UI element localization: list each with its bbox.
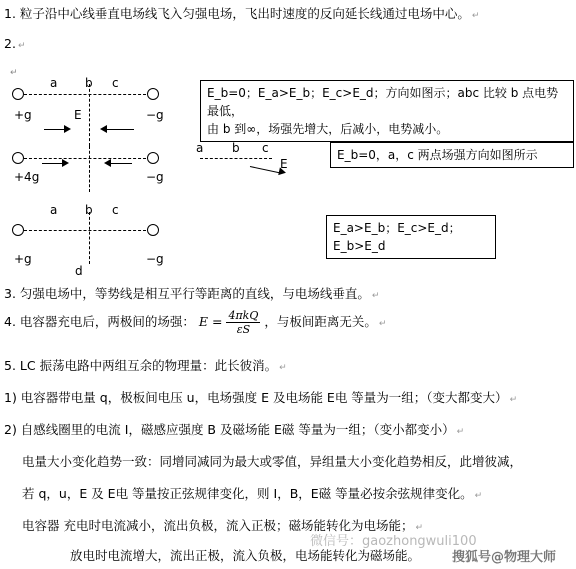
perpendicular-line (89, 212, 90, 264)
field-arrow-icon (250, 166, 280, 173)
center-line-right (200, 158, 272, 159)
watermark-wechat: 微信号：gaozhongwuli100 (310, 534, 477, 549)
point-d-label: d (75, 264, 83, 278)
point-c-label: c (112, 76, 119, 90)
positive-charge-icon (12, 152, 24, 164)
left-charge-label: +4g (14, 170, 40, 184)
point-a-label: a (50, 76, 58, 90)
arrowhead-right-icon (62, 159, 69, 167)
arrow-right-icon (44, 129, 66, 130)
row2-note-box: E_b=0，a，c 两点场强方向如图所示 (330, 142, 574, 168)
point-c-label: c (262, 141, 269, 155)
positive-charge-icon (12, 224, 24, 236)
item-4: 4. 电容器充电后，两极间的场强： E = $\frac{\text{4πkQ}}{\varepsilon S}$ ，与板间距离无关。 ↵ (4, 309, 387, 336)
point-a-label: a (50, 203, 58, 217)
perpendicular-line (89, 146, 90, 192)
point-c-label: c (112, 203, 119, 217)
center-line (24, 94, 146, 95)
left-charge-label: +g (14, 252, 32, 266)
right-charge-label: −g (146, 170, 164, 184)
point-b-label: b (85, 76, 93, 90)
return-mark: ↵ (474, 491, 483, 501)
return-mark: ↵ (10, 68, 18, 78)
field-e-label: E (74, 108, 82, 122)
item-1: 1. 粒子沿中心线垂直电场线飞入匀强电场，飞出时速度的反向延长线通过电场中心。 ↵ (4, 6, 480, 21)
right-charge-label: −g (146, 252, 164, 266)
field-e-label: E (280, 157, 288, 171)
field-formula: $\frac{\text{4πkQ}}{\varepsilon S}$ (228, 309, 259, 336)
return-mark: ↵ (509, 395, 518, 405)
paragraph-4: 放电时电流增大，流出正极，流入负极，电场能转化为磁场能。 (70, 548, 421, 563)
arrowhead-right-icon (64, 125, 71, 133)
return-mark: ↵ (279, 363, 287, 373)
negative-charge-icon (147, 88, 159, 100)
item-5: 5. LC 振荡电路中两组互余的物理量：此长彼消。 ↵ (4, 358, 287, 373)
return-mark: ↵ (415, 523, 424, 533)
center-line (24, 230, 146, 231)
arrow-right-icon (42, 163, 64, 164)
return-mark: ↵ (471, 11, 480, 21)
arrowhead-right-icon (278, 167, 287, 176)
arrow-left-icon (110, 163, 132, 164)
item-2: 2. ↵ (4, 36, 26, 51)
point-b-label: b (85, 203, 93, 217)
point-b-label: b (232, 141, 240, 155)
return-mark: ↵ (17, 41, 26, 51)
paragraph-3: 电容器 充电时电流减小，流出负极，流入正极；磁场能转化为电场能； ↵ (22, 518, 424, 533)
right-charge-label: −g (146, 108, 164, 122)
positive-charge-icon (12, 88, 24, 100)
paragraph-2: 若 q，u，E 及 E电 等量按正弦规律变化，则 I，B，E磁 等量必按余弦规律变化。 ↵ (22, 486, 483, 501)
left-charge-label: +g (14, 108, 32, 122)
row1-note-box: E_b=0；E_a>E_b；E_c>E_d；方向如图示；abc 比较 b 点电势最低， 由 b 到∞，场强先增大，后减小，电势减小。 (200, 80, 574, 142)
return-mark: ↵ (371, 291, 380, 301)
row3-note-box: E_a>E_b；E_c>E_d；E_b>E_d (326, 215, 496, 259)
watermark-sohu: 搜狐号@物理大师 (452, 550, 557, 565)
sub-item-2: 2) 自感线圈里的电流 I，磁感应强度 B 及磁场能 E磁 等量为一组；（变小都变小） ↵ (4, 422, 465, 437)
item-3: 3. 匀强电场中，等势线是相互平行等距离的直线，与电场线垂直。 ↵ (4, 286, 380, 301)
return-mark: ↵ (378, 319, 387, 329)
return-mark: ↵ (456, 427, 465, 437)
center-line (24, 158, 146, 159)
point-a-label: a (196, 141, 204, 155)
arrow-left-icon (106, 129, 134, 130)
negative-charge-icon (147, 224, 159, 236)
negative-charge-icon (147, 152, 159, 164)
paragraph-1: 电量大小变化趋势一致：同增同减同为最大或零值，异组量大小变化趋势相反，此增彼减， (22, 454, 523, 469)
perpendicular-line (89, 84, 90, 146)
sub-item-1: 1) 电容器带电量 q，极板间电压 u，电场强度 E 及电场能 E电 等量为一组；（变大都变大） ↵ (4, 390, 518, 405)
formula-lhs: E = (198, 314, 223, 329)
